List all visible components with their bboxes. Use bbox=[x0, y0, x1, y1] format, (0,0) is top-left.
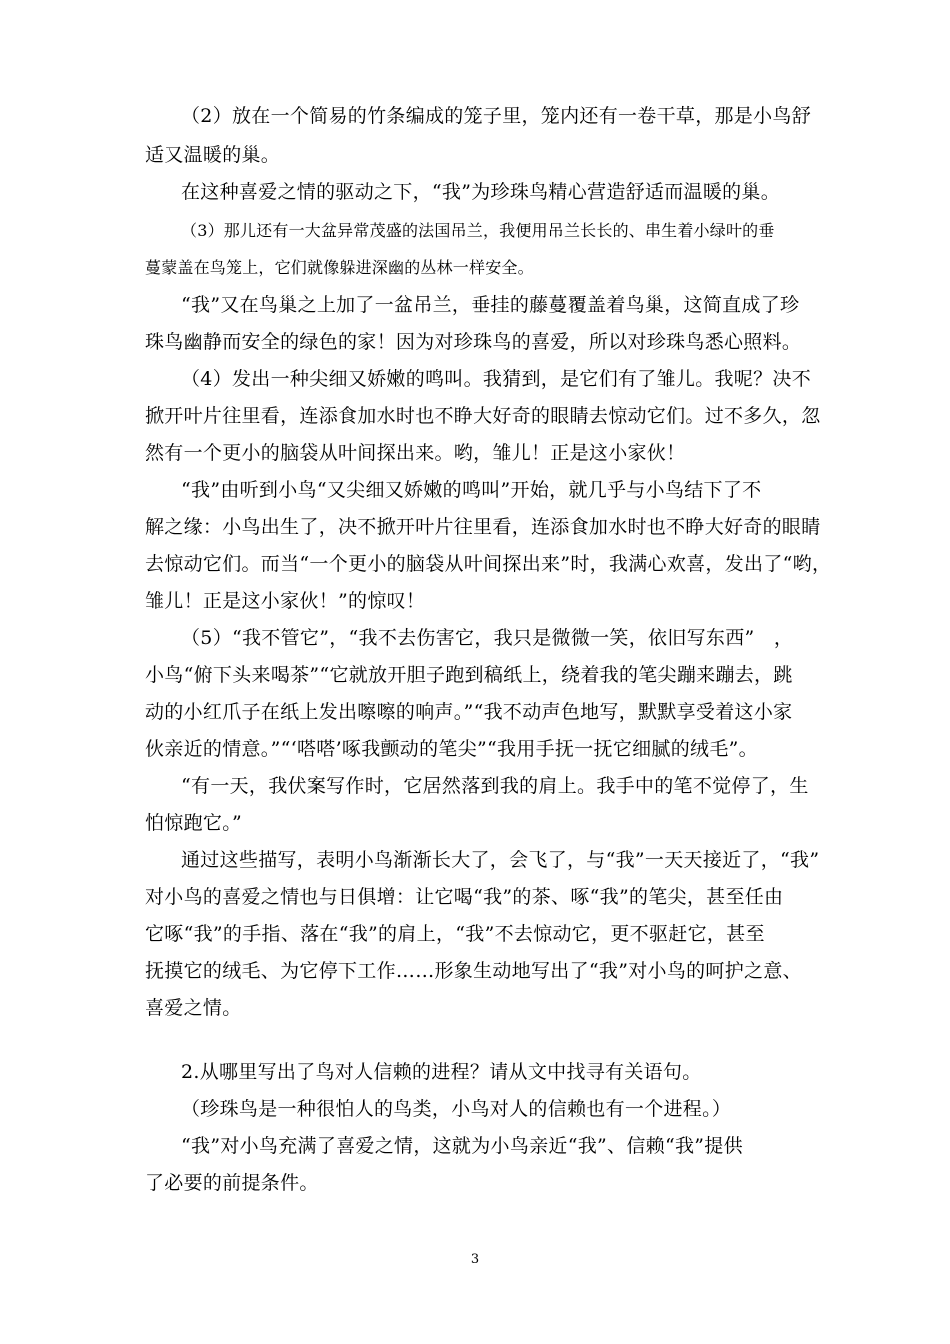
text-line: （4）发出一种尖细又娇嫩的鸣叫。我猜到，是它们有了雏儿。我呢？决不 bbox=[181, 368, 811, 390]
text-line: 掀开叶片往里看，连添食加水时也不睁大好奇的眼睛去惊动它们。过不多久，忽 bbox=[145, 405, 821, 427]
text-line: 动的小红爪子在纸上发出嚓嚓的响声。”“我不动声色地写，默默享受着这小家 bbox=[145, 701, 793, 723]
text-line: “我”对小鸟充满了喜爱之情，这就为小鸟亲近“我”、信赖“我”提供 bbox=[181, 1135, 743, 1157]
text-line: 喜爱之情。 bbox=[145, 997, 242, 1019]
text-line: 抚摸它的绒毛、为它停下工作……形象生动地写出了“我”对小鸟的呵护之意、 bbox=[145, 960, 802, 982]
text-line: 小鸟“俯下头来喝茶”“它就放开胆子跑到稿纸上，绕着我的笔尖蹦来蹦去，跳 bbox=[145, 664, 793, 686]
text-line: 对小鸟的喜爱之情也与日俱增：让它喝“我”的茶、啄“我”的笔尖，甚至任由 bbox=[145, 886, 784, 908]
text-line: 2.从哪里写出了鸟对人信赖的进程？请从文中找寻有关语句。 bbox=[181, 1061, 702, 1083]
text-line: “我”又在鸟巢之上加了一盆吊兰，垂挂的藤蔓覆盖着鸟巢，这简直成了珍 bbox=[181, 294, 800, 316]
text-line: “有一天，我伏案写作时，它居然落到我的肩上。我手中的笔不觉停了，生 bbox=[181, 775, 809, 797]
text-line: 去惊动它们。而当“一个更小的脑袋从叶间探出来”时，我满心欢喜，发出了“哟， bbox=[145, 553, 832, 575]
text-line: 它啄“我”的手指、落在“我”的肩上，“我”不去惊动它，更不驱赶它，甚至 bbox=[145, 923, 765, 945]
text-line: 适又温暖的巢。 bbox=[145, 144, 281, 166]
text-line: （珍珠鸟是一种很怕人的鸟类，小鸟对人的信赖也有一个进程。） bbox=[181, 1098, 732, 1120]
text-line: 了必要的前提条件。 bbox=[145, 1172, 319, 1194]
text-line: 怕惊跑它。” bbox=[145, 812, 243, 834]
text-line: 通过这些描写，表明小鸟渐渐长大了，会飞了，与“我”一天天接近了，“我” bbox=[181, 849, 820, 871]
text-line: （3）那儿还有一大盆异常茂盛的法国吊兰，我便用吊兰长长的、串生着小绿叶的垂 bbox=[181, 221, 775, 240]
text-line: 蔓蒙盖在鸟笼上，它们就像躲进深幽的丛林一样安全。 bbox=[145, 258, 534, 277]
text-line: “我”由听到小鸟“又尖细又娇嫩的鸣叫”开始，就几乎与小鸟结下了不 bbox=[181, 479, 762, 501]
text-line: （5）“我不管它”，“我不去伤害它，我只是微微一笑，依旧写东西” ， bbox=[181, 627, 794, 649]
text-line: 珠鸟幽静而安全的绿色的家！因为对珍珠鸟的喜爱，所以对珍珠鸟悉心照料。 bbox=[145, 331, 802, 353]
text-line: 雏儿！正是这小家伙！”的惊叹！ bbox=[145, 590, 426, 612]
text-line: 伙亲近的情意。”“‘嗒嗒’啄我颤动的笔尖”“我用手抚一抚它细腻的绒毛”。 bbox=[145, 738, 758, 760]
text-line: 然有一个更小的脑袋从叶间探出来。哟，雏儿！正是这小家伙！ bbox=[145, 442, 686, 464]
text-line: 在这种喜爱之情的驱动之下，“我”为珍珠鸟精心营造舒适而温暖的巢。 bbox=[181, 181, 781, 203]
page-number: 3 bbox=[470, 1252, 480, 1267]
text-line: （2）放在一个简易的竹条编成的笼子里，笼内还有一卷干草，那是小鸟舒 bbox=[181, 105, 811, 127]
text-line: 解之缘：小鸟出生了，决不掀开叶片往里看，连添食加水时也不睁大好奇的眼睛 bbox=[145, 516, 821, 538]
